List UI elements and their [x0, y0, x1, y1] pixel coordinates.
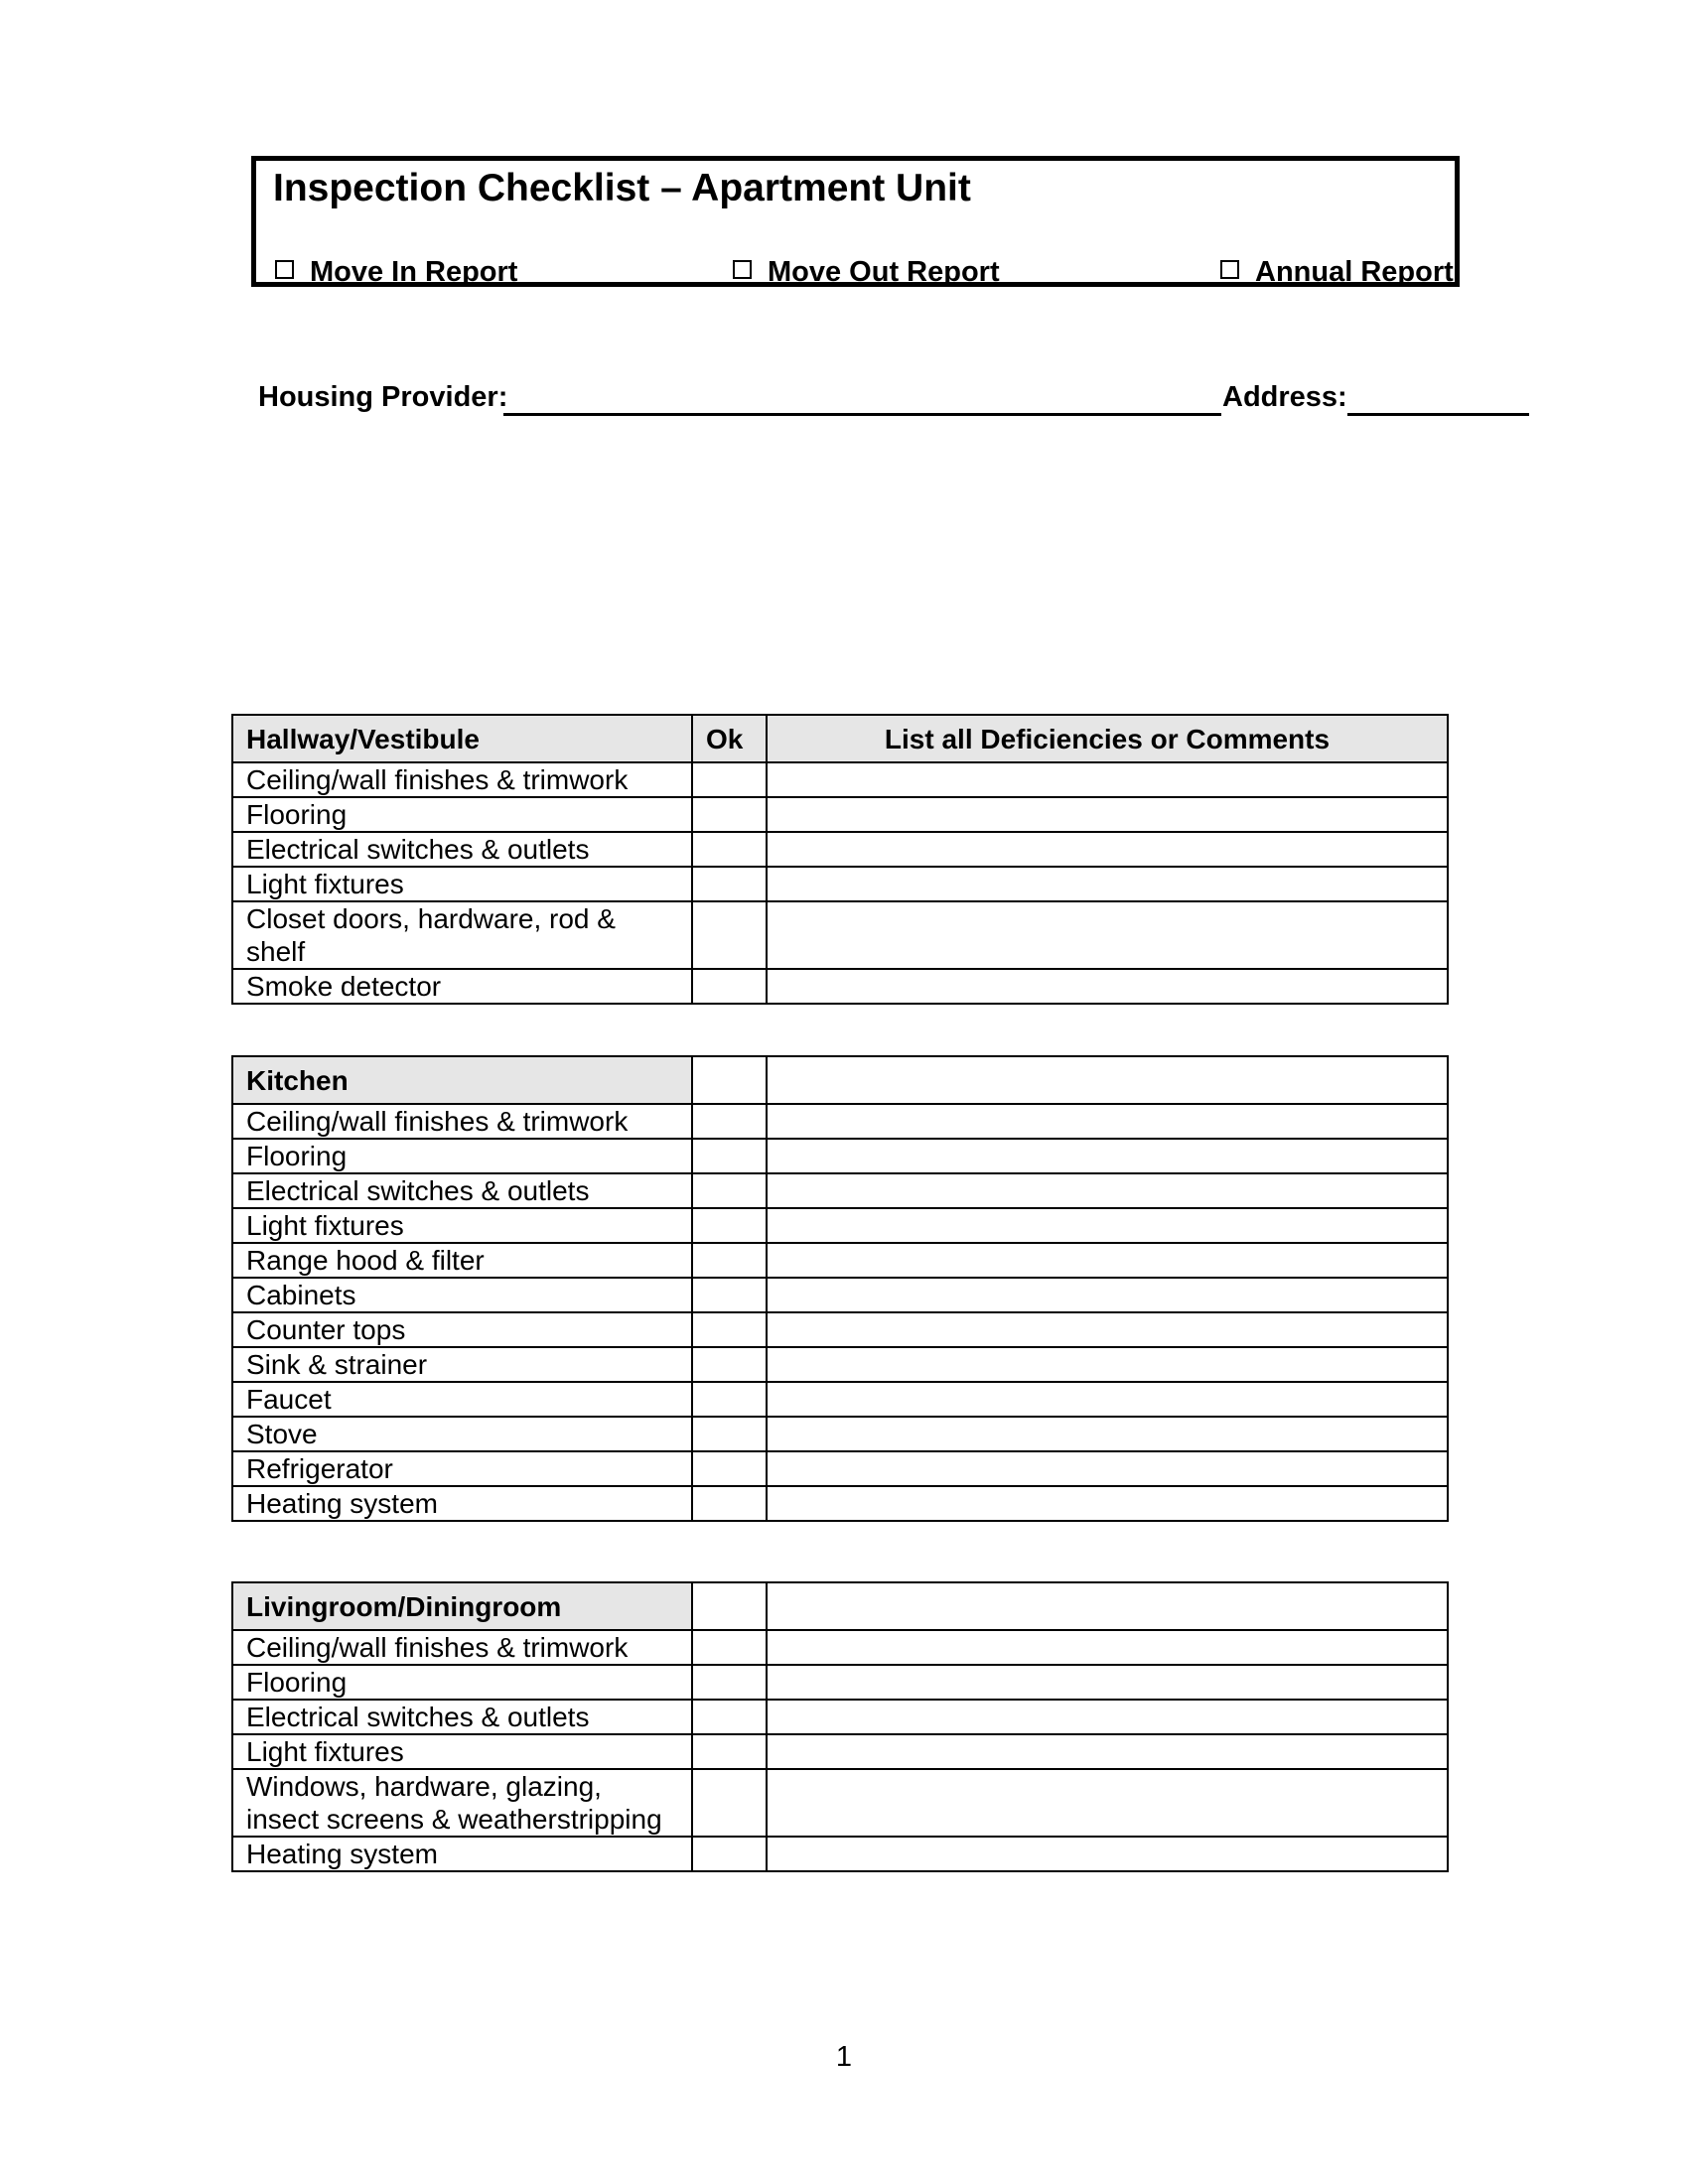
checklist-item-label: Electrical switches & outlets [232, 832, 692, 867]
ok-cell[interactable] [692, 1734, 767, 1769]
checklist-row [232, 1104, 1448, 1139]
checklist-row [232, 1243, 1448, 1278]
checklist-item-label: Electrical switches & outlets [232, 1700, 692, 1734]
comments-column-header [767, 1582, 1448, 1630]
checklist-item-label: Flooring [232, 1665, 692, 1700]
checklist-row [232, 1173, 1448, 1208]
comment-cell[interactable] [767, 1243, 1448, 1278]
checklist-row [232, 1734, 1448, 1769]
checklist-item-label: Flooring [232, 797, 692, 832]
checklist-item-label: Heating system [232, 1486, 692, 1521]
ok-cell[interactable] [692, 1700, 767, 1734]
ok-cell[interactable] [692, 1139, 767, 1173]
report-header-box [251, 156, 1460, 287]
checklist-row [232, 1347, 1448, 1382]
checklist-item-label: Smoke detector [232, 969, 692, 1004]
comment-cell[interactable] [767, 1347, 1448, 1382]
ok-cell[interactable] [692, 1630, 767, 1665]
comment-cell[interactable] [767, 1700, 1448, 1734]
address-field[interactable] [1347, 381, 1529, 416]
checklist-item-label: Faucet [232, 1382, 692, 1417]
comment-cell[interactable] [767, 1382, 1448, 1417]
section-header-row [232, 715, 1448, 762]
ok-cell[interactable] [692, 1278, 767, 1312]
checkbox-icon[interactable] [1220, 260, 1239, 279]
comment-cell[interactable] [767, 832, 1448, 867]
comment-cell[interactable] [767, 797, 1448, 832]
comment-cell[interactable] [767, 867, 1448, 901]
checklist-item-label: Flooring [232, 1139, 692, 1173]
checklist-item-label: Windows, hardware, glazing, insect screens & weatherstripping [232, 1769, 692, 1837]
checklist-row [232, 867, 1448, 901]
checklist-row [232, 969, 1448, 1004]
move-out-report-label: Move Out Report [768, 256, 1000, 288]
checklist-row [232, 1665, 1448, 1700]
ok-column-header: Ok [692, 715, 767, 762]
ok-cell[interactable] [692, 762, 767, 797]
checklist-item-label: Ceiling/wall finishes & trimwork [232, 1104, 692, 1139]
section-title: Kitchen [232, 1056, 692, 1104]
checklist-table-kitchen [231, 1055, 1449, 1522]
ok-cell[interactable] [692, 1417, 767, 1451]
checklist-row [232, 797, 1448, 832]
checklist-item-label: Stove [232, 1417, 692, 1451]
checklist-item-label: Cabinets [232, 1278, 692, 1312]
ok-cell[interactable] [692, 1382, 767, 1417]
comment-cell[interactable] [767, 1173, 1448, 1208]
comments-column-header: List all Deficiencies or Comments [767, 715, 1448, 762]
annual-report-option[interactable] [1220, 257, 1454, 287]
comment-cell[interactable] [767, 1486, 1448, 1521]
comment-cell[interactable] [767, 901, 1448, 969]
checklist-item-label: Electrical switches & outlets [232, 1173, 692, 1208]
section-header-row [232, 1056, 1448, 1104]
ok-cell[interactable] [692, 867, 767, 901]
ok-cell[interactable] [692, 1486, 767, 1521]
comment-cell[interactable] [767, 1665, 1448, 1700]
checklist-row [232, 1769, 1448, 1837]
checklist-item-label: Light fixtures [232, 1208, 692, 1243]
checklist-row [232, 1382, 1448, 1417]
ok-cell[interactable] [692, 797, 767, 832]
comment-cell[interactable] [767, 762, 1448, 797]
comment-cell[interactable] [767, 1734, 1448, 1769]
checkbox-icon[interactable] [275, 260, 294, 279]
checklist-item-label: Counter tops [232, 1312, 692, 1347]
ok-cell[interactable] [692, 1769, 767, 1837]
comment-cell[interactable] [767, 1451, 1448, 1486]
checklist-row [232, 1451, 1448, 1486]
address-label: Address: [1222, 381, 1347, 413]
move-in-report-label: Move In Report [310, 256, 518, 288]
checklist-row [232, 1139, 1448, 1173]
comment-cell[interactable] [767, 1208, 1448, 1243]
comment-cell[interactable] [767, 1104, 1448, 1139]
comment-cell[interactable] [767, 1312, 1448, 1347]
checklist-item-label: Ceiling/wall finishes & trimwork [232, 1630, 692, 1665]
checklist-row [232, 901, 1448, 969]
page-title: Inspection Checklist – Apartment Unit [273, 167, 971, 209]
ok-column-header [692, 1582, 767, 1630]
checkbox-icon[interactable] [733, 260, 752, 279]
ok-cell[interactable] [692, 1451, 767, 1486]
section-header-row [232, 1582, 1448, 1630]
ok-cell[interactable] [692, 1208, 767, 1243]
checklist-row [232, 1630, 1448, 1665]
comment-cell[interactable] [767, 1139, 1448, 1173]
comment-cell[interactable] [767, 1769, 1448, 1837]
checklist-item-label: Closet doors, hardware, rod & shelf [232, 901, 692, 969]
comment-cell[interactable] [767, 1278, 1448, 1312]
ok-cell[interactable] [692, 901, 767, 969]
checklist-row [232, 1837, 1448, 1871]
checklist-table-hallway [231, 714, 1449, 1005]
checklist-row [232, 832, 1448, 867]
checklist-row [232, 1208, 1448, 1243]
comment-cell[interactable] [767, 969, 1448, 1004]
housing-provider-field[interactable] [503, 381, 1221, 416]
section-title: Livingroom/Diningroom [232, 1582, 692, 1630]
provider-info-line [258, 381, 1529, 417]
ok-cell[interactable] [692, 1347, 767, 1382]
checklist-item-label: Range hood & filter [232, 1243, 692, 1278]
checklist-row [232, 1312, 1448, 1347]
move-in-report-option[interactable] [275, 257, 517, 287]
ok-cell[interactable] [692, 969, 767, 1004]
checklist-table-livingroom [231, 1581, 1449, 1872]
checklist-row [232, 1417, 1448, 1451]
ok-cell[interactable] [692, 832, 767, 867]
ok-cell[interactable] [692, 1312, 767, 1347]
section-title: Hallway/Vestibule [232, 715, 692, 762]
ok-cell[interactable] [692, 1104, 767, 1139]
ok-cell[interactable] [692, 1837, 767, 1871]
comment-cell[interactable] [767, 1630, 1448, 1665]
checklist-item-label: Heating system [232, 1837, 692, 1871]
annual-report-label: Annual Report [1255, 256, 1454, 288]
move-out-report-option[interactable] [733, 257, 1000, 287]
checklist-row [232, 1700, 1448, 1734]
comment-cell[interactable] [767, 1417, 1448, 1451]
ok-cell[interactable] [692, 1665, 767, 1700]
comments-column-header [767, 1056, 1448, 1104]
ok-cell[interactable] [692, 1173, 767, 1208]
checklist-item-label: Ceiling/wall finishes & trimwork [232, 762, 692, 797]
ok-cell[interactable] [692, 1243, 767, 1278]
checklist-row [232, 762, 1448, 797]
housing-provider-label: Housing Provider: [258, 381, 508, 413]
checklist-item-label: Refrigerator [232, 1451, 692, 1486]
checklist-item-label: Light fixtures [232, 1734, 692, 1769]
checklist-row [232, 1278, 1448, 1312]
checklist-item-label: Light fixtures [232, 867, 692, 901]
ok-column-header [692, 1056, 767, 1104]
checklist-row [232, 1486, 1448, 1521]
page-number: 1 [835, 2041, 853, 2073]
comment-cell[interactable] [767, 1837, 1448, 1871]
checklist-item-label: Sink & strainer [232, 1347, 692, 1382]
